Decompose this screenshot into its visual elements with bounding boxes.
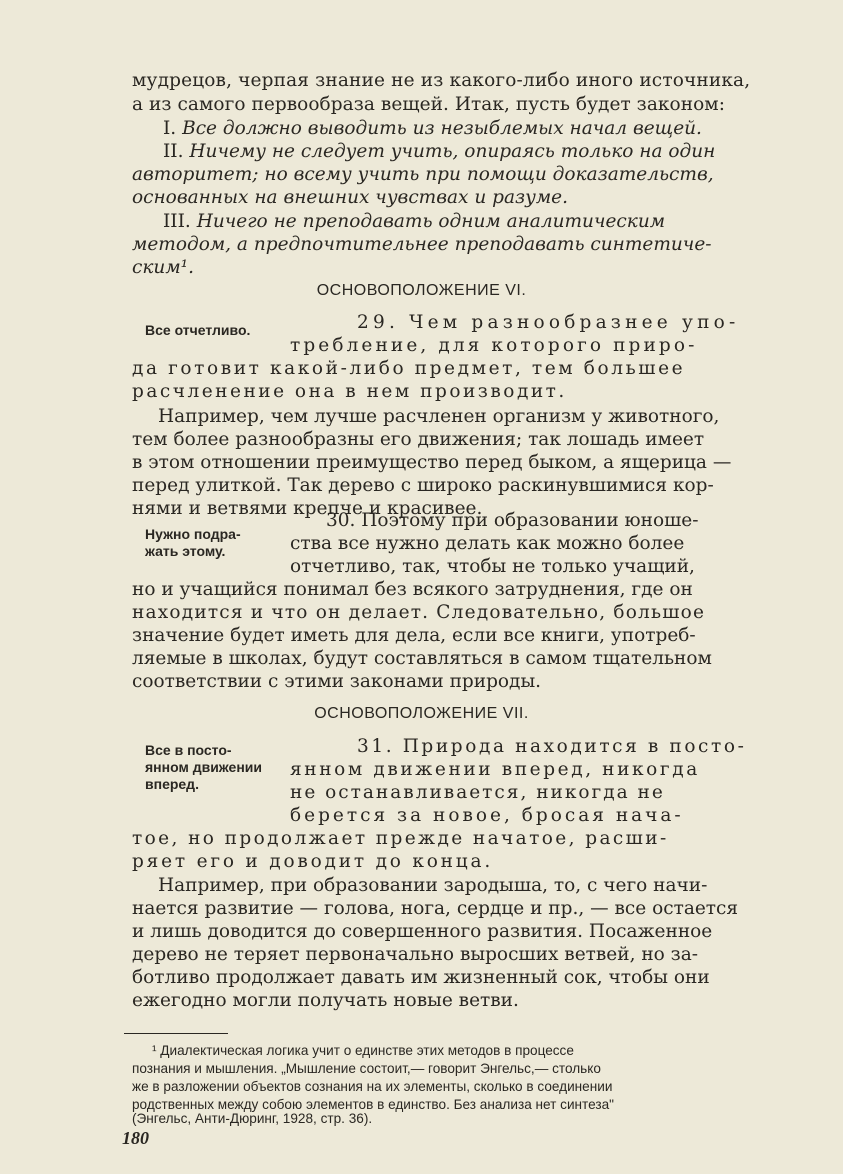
text-line: ряет его и доводит до конца. [132, 851, 494, 872]
rule-text: Все должно выводить из незыблемых начал вещей. [182, 118, 702, 139]
text-line: методом, а предпочтительнее преподавать синтетиче- [132, 234, 712, 255]
rule-number: III. [163, 211, 191, 232]
margin-note: Все в посто- янном движении вперед. [145, 742, 262, 792]
text-line: тем более разнообразны его движения; так лошадь имеет [132, 429, 705, 450]
text-line: значение будет иметь для дела, если все книги, употреб- [132, 625, 696, 646]
text-line: и лишь доводится до совершенного развития. Посаженное [132, 921, 713, 942]
text-line: а из самого первообраза вещей. Итак, пусть будет законом: [132, 94, 725, 115]
section-heading: ОСНОВОПОЛОЖЕНИЕ VII. [314, 705, 529, 722]
text-line: нями и ветвями крепче и красивее. [132, 498, 483, 519]
text-line: ства все нужно делать как можно более [290, 533, 685, 554]
text-line: ским¹. [132, 257, 194, 278]
text-line: мудрецов, черпая знание не из какого-либо иного источника, [132, 70, 751, 91]
margin-note: Все отчетливо. [145, 322, 251, 338]
text-line: дерево не теряет первоначально выросших ветвей, но за- [132, 944, 699, 965]
text-line: перед улиткой. Так дерево с широко раскинувшимися кор- [132, 475, 714, 496]
rule-number: I. [163, 118, 177, 139]
text-line: основанных на внешних чувствах и разуме. [132, 187, 568, 208]
rule-text: Ничему не следует учить, опираясь только на один [189, 141, 716, 162]
text-line: в этом отношении преимущество перед быком, а ящерица — [132, 452, 732, 473]
text-line: берется за новое, бросая нача- [290, 805, 684, 826]
footnote-rule [124, 1033, 228, 1034]
footnote-line: ¹ Диалектическая логика учит о единстве этих методов в процессе [152, 1043, 574, 1058]
text-line: находится и что он делает. Следовательно, большое [132, 602, 706, 623]
text-line: требление, для которого приро- [290, 335, 698, 356]
text-line: Например, при образовании зародыша, то, с чего начи- [158, 875, 708, 896]
text-line: янном движении вперед, никогда [290, 759, 700, 780]
footnote-line: (Энгельс, Анти-Дюринг, 1928, стр. 36). [132, 1111, 373, 1126]
text-line: не останавливается, никогда не [290, 782, 665, 803]
text-line: 29. Чем разнообразнее упо- [357, 312, 740, 333]
rule-text: Ничего не преподавать одним аналитическим [196, 211, 666, 232]
rule-2 [163, 141, 715, 163]
text-line: ботливо продолжает давать им жизненный сок, чтобы они [132, 967, 710, 988]
text-line: ежегодно могли получать новые ветви. [132, 990, 519, 1011]
text-line: ляемые в школах, будут составляться в самом тщательном [132, 648, 712, 669]
section-heading: ОСНОВОПОЛОЖЕНИЕ VI. [316, 282, 527, 299]
text-line: 30. Поэтому при образовании юноше- [326, 510, 699, 531]
footnote-line: познания и мышления. „Мышление состоит,— говорит Энгельс,— столько [132, 1061, 601, 1076]
footnote-line: же в разложении объектов сознания на их элементы, сколько в соединении [132, 1079, 613, 1094]
text-line: да готовит какой-либо предмет, тем большее [132, 358, 686, 379]
page-number: 180 [122, 1128, 149, 1148]
rule-number: II. [163, 141, 184, 162]
footnote-line: родственных между собою элементов в единство. Без анализа нет синтеза" [132, 1097, 614, 1112]
margin-note: Нужно подра- жать этому. [145, 526, 241, 559]
text-line: 31. Природа находится в посто- [357, 736, 747, 757]
text-line: тое, но продолжает прежде начатое, расши- [132, 828, 669, 849]
text-line: соответствии с этими законами природы. [132, 671, 542, 692]
text-line: но и учащийся понимал без всякого затруднения, где он [132, 579, 693, 600]
text-line: расчленение она в нем производит. [132, 381, 567, 402]
rule-1 [163, 118, 702, 140]
text-line: нается развитие — голова, нога, сердце и пр., — все остается [132, 898, 739, 919]
text-line: отчетливо, так, чтобы не только учащий, [290, 556, 695, 577]
rule-3 [163, 211, 665, 233]
text-line: авторитет; но всему учить при помощи доказательств, [132, 164, 714, 185]
text-line: Например, чем лучше расчленен организм у животного, [158, 406, 720, 427]
